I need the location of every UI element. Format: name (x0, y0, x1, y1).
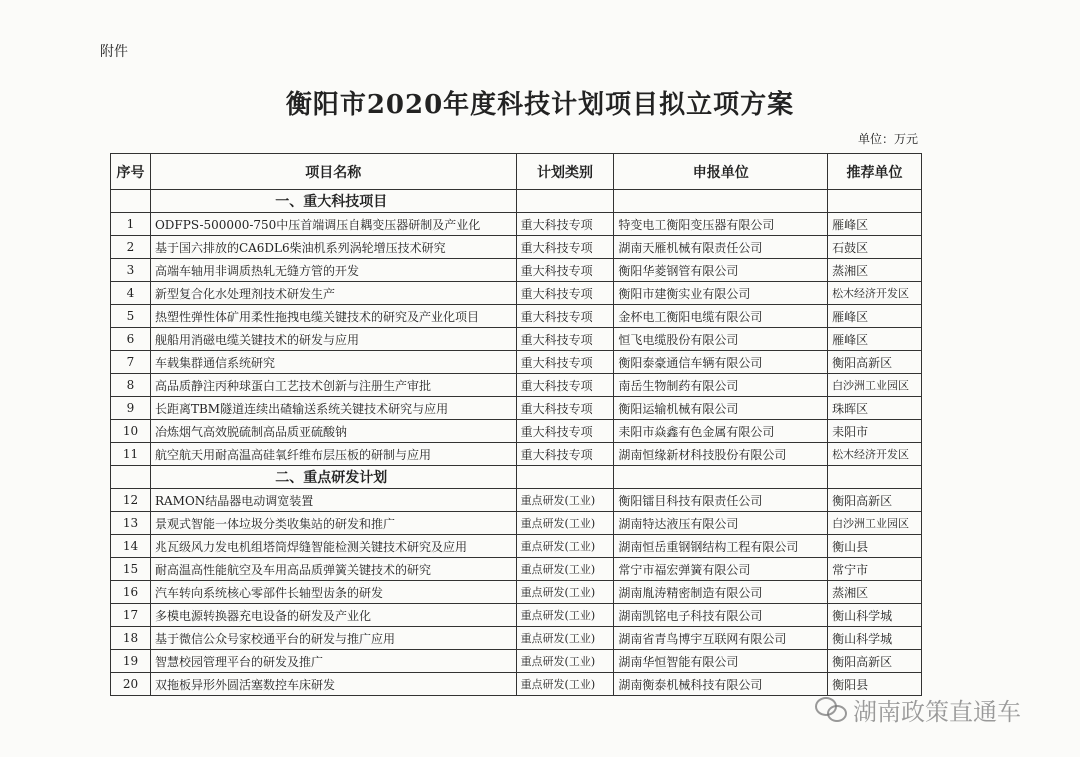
project-name: 长距离TBM隧道连续出碴输送系统关键技术研究与应用 (150, 397, 516, 420)
section-title: 一、重大科技项目 (150, 190, 516, 213)
watermark (815, 692, 1021, 727)
recommender: 松木经济开发区 (828, 282, 922, 305)
project-name: 智慧校园管理平台的研发及推广 (150, 650, 516, 673)
row-no: 20 (111, 673, 151, 696)
plan-category: 重点研发(工业) (516, 512, 614, 535)
plan-category: 重大科技专项 (516, 213, 614, 236)
recommender: 衡阳县 (828, 673, 922, 696)
row-no: 16 (111, 581, 151, 604)
recommender: 石鼓区 (828, 236, 922, 259)
project-name: 高品质静注丙种球蛋白工艺技术创新与注册生产审批 (150, 374, 516, 397)
section-empty (614, 466, 828, 489)
table-row (111, 374, 922, 397)
row-no: 1 (111, 213, 151, 236)
table-row (111, 236, 922, 259)
project-name: 舰船用消磁电缆关键技术的研发与应用 (150, 328, 516, 351)
applicant: 湖南天雁机械有限责任公司 (614, 236, 828, 259)
applicant: 常宁市福宏弹簧有限公司 (614, 558, 828, 581)
plan-category: 重大科技专项 (516, 282, 614, 305)
plan-category: 重点研发(工业) (516, 581, 614, 604)
table-row (111, 673, 922, 696)
unit-label: 单位：万元 (857, 132, 918, 146)
row-no: 4 (111, 282, 151, 305)
table-row (111, 581, 922, 604)
project-name: 新型复合化水处理剂技术研发生产 (150, 282, 516, 305)
recommender: 衡阳高新区 (828, 650, 922, 673)
project-name: 航空航天用耐高温高硅氧纤维布层压板的研制与应用 (150, 443, 516, 466)
plan-category: 重大科技专项 (516, 236, 614, 259)
section-empty (828, 466, 922, 489)
recommender: 衡山县 (828, 535, 922, 558)
applicant: 特变电工衡阳变压器有限公司 (614, 213, 828, 236)
section-empty (614, 190, 828, 213)
applicant: 衡阳市建衡实业有限公司 (614, 282, 828, 305)
project-name: 冶炼烟气高效脱硫制高品质亚硫酸钠 (150, 420, 516, 443)
applicant: 耒阳市焱鑫有色金属有限公司 (614, 420, 828, 443)
plan-category: 重大科技专项 (516, 397, 614, 420)
project-name: 基于国六排放的CA6DL6柴油机系列涡轮增压技术研究 (150, 236, 516, 259)
plan-category: 重大科技专项 (516, 305, 614, 328)
section-title: 二、重点研发计划 (150, 466, 516, 489)
row-no: 3 (111, 259, 151, 282)
project-table (110, 153, 922, 696)
recommender: 衡阳高新区 (828, 351, 922, 374)
recommender: 白沙洲工业园区 (828, 512, 922, 535)
table-row (111, 535, 922, 558)
row-no: 10 (111, 420, 151, 443)
table-row (111, 213, 922, 236)
project-name: 双拖板异形外圆活塞数控车床研发 (150, 673, 516, 696)
row-no: 19 (111, 650, 151, 673)
header-no: 序号 (111, 154, 151, 190)
table-header-row (111, 154, 922, 190)
section-empty (111, 466, 151, 489)
project-name: 热塑性弹性体矿用柔性拖拽电缆关键技术的研究及产业化项目 (150, 305, 516, 328)
project-name: 基于微信公众号家校通平台的研发与推广应用 (150, 627, 516, 650)
applicant: 衡阳镭目科技有限责任公司 (614, 489, 828, 512)
plan-category: 重大科技专项 (516, 351, 614, 374)
recommender: 松木经济开发区 (828, 443, 922, 466)
row-no: 8 (111, 374, 151, 397)
table-row (111, 604, 922, 627)
applicant: 湖南衡泰机械科技有限公司 (614, 673, 828, 696)
recommender: 雁峰区 (828, 305, 922, 328)
row-no: 17 (111, 604, 151, 627)
project-name: 车载集群通信系统研究 (150, 351, 516, 374)
table-row (111, 259, 922, 282)
table-row (111, 489, 922, 512)
project-name: ODFPS-500000-750中压首端调压自耦变压器研制及产业化 (150, 213, 516, 236)
row-no: 18 (111, 627, 151, 650)
header-plan-category: 计划类别 (516, 154, 614, 190)
recommender: 蒸湘区 (828, 259, 922, 282)
watermark-text: 湖南政策直通车 (853, 698, 1021, 726)
project-name: 高端车轴用非调质热轧无缝方管的开发 (150, 259, 516, 282)
plan-category: 重点研发(工业) (516, 535, 614, 558)
recommender: 衡阳高新区 (828, 489, 922, 512)
header-applicant: 申报单位 (614, 154, 828, 190)
row-no: 15 (111, 558, 151, 581)
plan-category: 重点研发(工业) (516, 650, 614, 673)
row-no: 14 (111, 535, 151, 558)
applicant: 金杯电工衡阳电缆有限公司 (614, 305, 828, 328)
row-no: 12 (111, 489, 151, 512)
recommender: 雁峰区 (828, 328, 922, 351)
recommender: 衡山科学城 (828, 627, 922, 650)
table-row (111, 420, 922, 443)
table-row (111, 443, 922, 466)
row-no: 7 (111, 351, 151, 374)
project-name: 景观式智能一体垃圾分类收集站的研发和推广 (150, 512, 516, 535)
project-name: 汽车转向系统核心零部件长轴型齿条的研发 (150, 581, 516, 604)
section-empty (111, 190, 151, 213)
recommender: 雁峰区 (828, 213, 922, 236)
applicant: 衡阳华菱钢管有限公司 (614, 259, 828, 282)
applicant: 湖南省青鸟博宇互联网有限公司 (614, 627, 828, 650)
project-name: 多模电源转换器充电设备的研发及产业化 (150, 604, 516, 627)
section-row (111, 466, 922, 489)
table-row (111, 627, 922, 650)
row-no: 5 (111, 305, 151, 328)
recommender: 蒸湘区 (828, 581, 922, 604)
applicant: 湖南凯铭电子科技有限公司 (614, 604, 828, 627)
row-no: 13 (111, 512, 151, 535)
project-name: RAMON结晶器电动调宽装置 (150, 489, 516, 512)
plan-category: 重点研发(工业) (516, 627, 614, 650)
header-project-name: 项目名称 (150, 154, 516, 190)
table-row (111, 512, 922, 535)
plan-category: 重大科技专项 (516, 443, 614, 466)
section-empty (516, 190, 614, 213)
applicant: 湖南胤涛精密制造有限公司 (614, 581, 828, 604)
applicant: 南岳生物制药有限公司 (614, 374, 828, 397)
document-title: 衡阳市2020年度科技计划项目拟立项方案 (285, 90, 795, 120)
plan-category: 重大科技专项 (516, 259, 614, 282)
table-row (111, 397, 922, 420)
plan-category: 重大科技专项 (516, 328, 614, 351)
table-row (111, 328, 922, 351)
table-row (111, 282, 922, 305)
recommender: 珠晖区 (828, 397, 922, 420)
applicant: 湖南恒岳重钢钢结构工程有限公司 (614, 535, 828, 558)
section-empty (828, 190, 922, 213)
table-row (111, 305, 922, 328)
recommender: 衡山科学城 (828, 604, 922, 627)
recommender: 白沙洲工业园区 (828, 374, 922, 397)
recommender: 耒阳市 (828, 420, 922, 443)
row-no: 9 (111, 397, 151, 420)
applicant: 湖南特达液压有限公司 (614, 512, 828, 535)
table-row (111, 558, 922, 581)
applicant: 衡阳运输机械有限公司 (614, 397, 828, 420)
project-name: 兆瓦级风力发电机组塔筒焊缝智能检测关键技术研究及应用 (150, 535, 516, 558)
row-no: 6 (111, 328, 151, 351)
plan-category: 重点研发(工业) (516, 673, 614, 696)
plan-category: 重点研发(工业) (516, 604, 614, 627)
table-row (111, 650, 922, 673)
applicant: 衡阳泰豪通信车辆有限公司 (614, 351, 828, 374)
plan-category: 重大科技专项 (516, 374, 614, 397)
attachment-label: 附件 (100, 44, 128, 60)
project-name: 耐高温高性能航空及车用高品质弹簧关键技术的研究 (150, 558, 516, 581)
section-row (111, 190, 922, 213)
applicant: 湖南恒缘新材科技股份有限公司 (614, 443, 828, 466)
recommender: 常宁市 (828, 558, 922, 581)
section-empty (516, 466, 614, 489)
row-no: 2 (111, 236, 151, 259)
table-row (111, 351, 922, 374)
applicant: 恒飞电缆股份有限公司 (614, 328, 828, 351)
applicant: 湖南华恒智能有限公司 (614, 650, 828, 673)
plan-category: 重点研发(工业) (516, 489, 614, 512)
wechat-icon (815, 697, 849, 723)
row-no: 11 (111, 443, 151, 466)
plan-category: 重大科技专项 (516, 420, 614, 443)
plan-category: 重点研发(工业) (516, 558, 614, 581)
header-recommender: 推荐单位 (828, 154, 922, 190)
